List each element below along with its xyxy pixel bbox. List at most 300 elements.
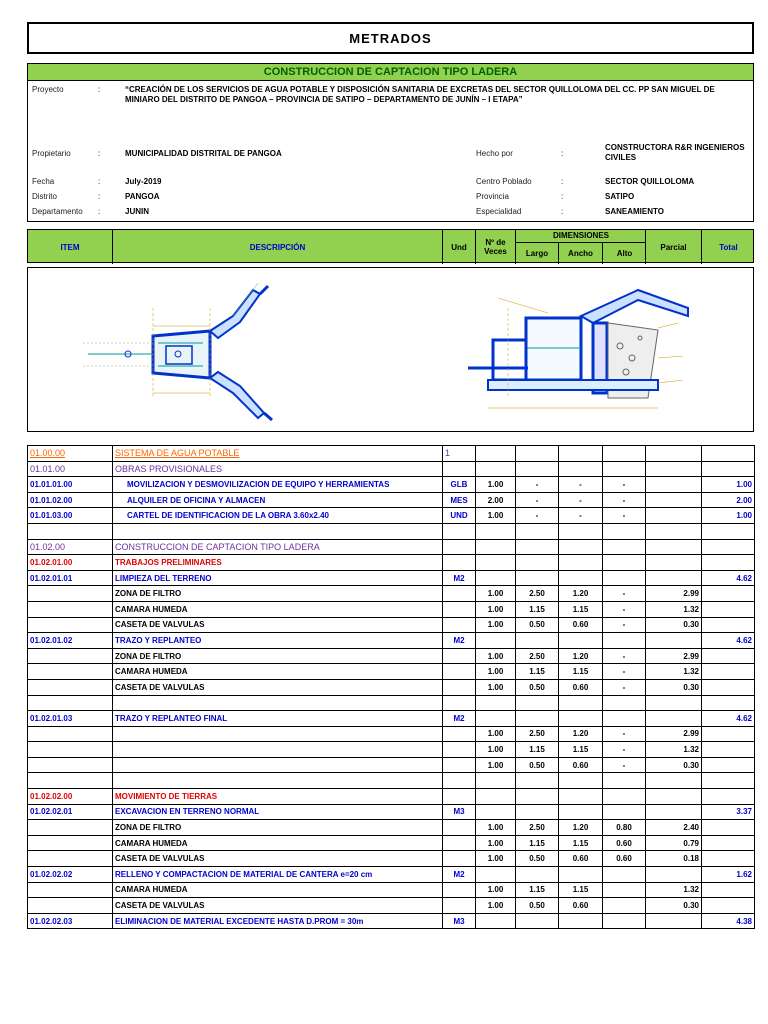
table-row	[28, 757, 755, 773]
total-cell: 4.62	[702, 570, 755, 586]
description-cell: ZONA DE FILTRO	[113, 820, 443, 836]
colon: :	[561, 177, 564, 186]
veces-cell	[476, 570, 516, 586]
und-cell	[443, 820, 476, 836]
header-descripcion: DESCRIPCIÓN	[113, 230, 443, 264]
total-cell: 4.62	[702, 711, 755, 727]
colon: :	[98, 177, 101, 186]
parcial-cell	[646, 523, 702, 539]
item-cell	[28, 695, 113, 711]
veces-cell: 1.00	[476, 757, 516, 773]
alto-cell: -	[603, 726, 646, 742]
veces-cell	[476, 446, 516, 462]
parcial-cell	[646, 804, 702, 820]
largo-cell: 2.50	[516, 820, 559, 836]
table-row	[28, 882, 755, 898]
und-cell	[443, 851, 476, 867]
description-cell: ALQUILER DE OFICINA Y ALMACEN	[113, 492, 443, 508]
parcial-cell: 2.40	[646, 820, 702, 836]
veces-cell: 1.00	[476, 742, 516, 758]
parcial-cell	[646, 570, 702, 586]
table-row	[28, 789, 755, 805]
parcial-cell	[646, 633, 702, 649]
description-cell: ZONA DE FILTRO	[113, 586, 443, 602]
veces-cell: 1.00	[476, 586, 516, 602]
item-cell	[28, 851, 113, 867]
provincia-value: SATIPO	[605, 192, 635, 201]
und-cell: M3	[443, 913, 476, 929]
parcial-cell: 2.99	[646, 648, 702, 664]
hecho-label: Hecho por	[476, 149, 513, 158]
project-info-panel	[27, 63, 754, 222]
largo-cell: 0.50	[516, 898, 559, 914]
total-cell	[702, 695, 755, 711]
item-cell: 01.02.02.02	[28, 867, 113, 883]
und-cell: M2	[443, 867, 476, 883]
fecha-value: July-2019	[125, 177, 162, 186]
total-cell: 4.38	[702, 913, 755, 929]
table-row	[28, 508, 755, 524]
total-cell	[702, 664, 755, 680]
veces-cell	[476, 913, 516, 929]
und-cell	[443, 586, 476, 602]
alto-cell	[603, 804, 646, 820]
description-cell: ZONA DE FILTRO	[113, 648, 443, 664]
parcial-cell: 1.32	[646, 601, 702, 617]
alto-cell: -	[603, 664, 646, 680]
total-cell	[702, 446, 755, 462]
parcial-cell: 0.79	[646, 835, 702, 851]
parcial-cell	[646, 555, 702, 571]
alto-cell: 0.60	[603, 851, 646, 867]
hecho-value: CONSTRUCTORA R&R INGENIEROS CIVILES	[605, 143, 745, 162]
colon: :	[561, 207, 564, 216]
alto-cell: -	[603, 508, 646, 524]
und-cell	[443, 882, 476, 898]
table-row	[28, 633, 755, 649]
parcial-cell	[646, 461, 702, 477]
centro-value: SECTOR QUILLOLOMA	[605, 177, 695, 186]
table-row	[28, 555, 755, 571]
table-row	[28, 461, 755, 477]
table-row	[28, 570, 755, 586]
table-row	[28, 446, 755, 462]
und-cell: M2	[443, 570, 476, 586]
colon: :	[98, 85, 101, 94]
item-cell	[28, 523, 113, 539]
ancho-cell	[559, 523, 603, 539]
ancho-cell	[559, 789, 603, 805]
und-cell	[443, 898, 476, 914]
ancho-cell: -	[559, 477, 603, 493]
veces-cell	[476, 711, 516, 727]
largo-cell	[516, 913, 559, 929]
largo-cell: 1.15	[516, 742, 559, 758]
table-row	[28, 648, 755, 664]
veces-cell: 1.00	[476, 664, 516, 680]
veces-cell: 1.00	[476, 835, 516, 851]
total-cell	[702, 539, 755, 555]
colon: :	[561, 149, 564, 158]
alto-cell: -	[603, 757, 646, 773]
total-cell	[702, 882, 755, 898]
parcial-cell	[646, 773, 702, 789]
veces-cell	[476, 523, 516, 539]
description-cell: MOVIMIENTO DE TIERRAS	[113, 789, 443, 805]
item-cell	[28, 757, 113, 773]
description-cell: CAMARA HUMEDA	[113, 664, 443, 680]
total-cell	[702, 461, 755, 477]
largo-cell: 2.50	[516, 726, 559, 742]
header-dimensiones-group	[516, 230, 646, 264]
proyecto-label: Proyecto	[32, 85, 64, 94]
item-cell: 01.02.01.01	[28, 570, 113, 586]
ancho-cell: 1.20	[559, 820, 603, 836]
und-cell: UND	[443, 508, 476, 524]
und-cell: 1	[443, 446, 476, 462]
page-title: METRADOS	[27, 22, 754, 54]
item-cell: 01.01.03.00	[28, 508, 113, 524]
table-row	[28, 539, 755, 555]
item-cell	[28, 726, 113, 742]
und-cell: M2	[443, 633, 476, 649]
und-cell	[443, 539, 476, 555]
description-cell: CAMARA HUMEDA	[113, 601, 443, 617]
ancho-cell	[559, 867, 603, 883]
header-veces: Nº de Veces	[476, 230, 516, 264]
colon: :	[98, 207, 101, 216]
veces-cell: 1.00	[476, 477, 516, 493]
description-cell	[113, 742, 443, 758]
ancho-cell: 0.60	[559, 679, 603, 695]
alto-cell	[603, 523, 646, 539]
alto-cell: -	[603, 477, 646, 493]
parcial-cell	[646, 695, 702, 711]
table-row	[28, 851, 755, 867]
parcial-cell	[646, 492, 702, 508]
alto-cell	[603, 555, 646, 571]
description-cell: MOVILIZACION Y DESMOVILIZACION DE EQUIPO Y HERRAMIENTAS	[113, 477, 443, 493]
ancho-cell: 0.60	[559, 757, 603, 773]
table-row	[28, 711, 755, 727]
section-view	[468, 290, 688, 408]
item-cell: 01.02.01.00	[28, 555, 113, 571]
alto-cell: -	[603, 586, 646, 602]
ancho-cell	[559, 913, 603, 929]
item-cell: 01.01.01.00	[28, 477, 113, 493]
drawing-panel	[27, 267, 754, 432]
alto-cell	[603, 461, 646, 477]
item-cell	[28, 601, 113, 617]
parcial-cell: 0.18	[646, 851, 702, 867]
ancho-cell: 1.15	[559, 835, 603, 851]
metrados-table	[27, 445, 754, 929]
largo-cell	[516, 789, 559, 805]
description-cell: CARTEL DE IDENTIFICACION DE LA OBRA 3.60x2.40	[113, 508, 443, 524]
captacion-plan-drawing	[28, 268, 753, 431]
parcial-cell: 2.99	[646, 586, 702, 602]
description-cell	[113, 726, 443, 742]
parcial-cell: 0.30	[646, 757, 702, 773]
description-cell	[113, 757, 443, 773]
table-row	[28, 835, 755, 851]
header-ancho: Ancho	[559, 243, 603, 264]
centro-label: Centro Poblado	[476, 177, 532, 186]
departamento-label: Departamento	[32, 207, 83, 216]
alto-cell	[603, 570, 646, 586]
ancho-cell: 1.15	[559, 742, 603, 758]
und-cell	[443, 664, 476, 680]
alto-cell: -	[603, 617, 646, 633]
item-cell: 01.01.02.00	[28, 492, 113, 508]
und-cell	[443, 648, 476, 664]
largo-cell: 2.50	[516, 586, 559, 602]
total-cell	[702, 835, 755, 851]
table-row	[28, 477, 755, 493]
total-cell	[702, 726, 755, 742]
description-cell: CASETA DE VALVULAS	[113, 679, 443, 695]
largo-cell	[516, 555, 559, 571]
ancho-cell	[559, 711, 603, 727]
ancho-cell	[559, 461, 603, 477]
provincia-label: Provincia	[476, 192, 509, 201]
alto-cell	[603, 711, 646, 727]
ancho-cell: 0.60	[559, 898, 603, 914]
ancho-cell	[559, 555, 603, 571]
table-row	[28, 601, 755, 617]
table-row	[28, 773, 755, 789]
ancho-cell: 1.20	[559, 648, 603, 664]
ancho-cell	[559, 695, 603, 711]
item-cell	[28, 882, 113, 898]
largo-cell: -	[516, 477, 559, 493]
alto-cell: -	[603, 679, 646, 695]
largo-cell: -	[516, 492, 559, 508]
und-cell	[443, 601, 476, 617]
ancho-cell: -	[559, 492, 603, 508]
header-und: Und	[443, 230, 476, 264]
veces-cell	[476, 461, 516, 477]
total-cell: 3.37	[702, 804, 755, 820]
description-cell: ELIMINACION DE MATERIAL EXCEDENTE HASTA D.PROM = 30m	[113, 913, 443, 929]
item-cell: 01.02.02.01	[28, 804, 113, 820]
project-header: CONSTRUCCION DE CAPTACION TIPO LADERA	[28, 64, 753, 81]
especialidad-label: Especialidad	[476, 207, 522, 216]
table-header	[27, 229, 754, 263]
parcial-cell	[646, 508, 702, 524]
description-cell: CONSTRUCCION DE CAPTACION TIPO LADERA	[113, 539, 443, 555]
header-largo: Largo	[516, 243, 559, 264]
colon: :	[98, 192, 101, 201]
total-cell: 1.00	[702, 508, 755, 524]
table-row	[28, 726, 755, 742]
item-cell: 01.00.00	[28, 446, 113, 462]
largo-cell: 1.15	[516, 664, 559, 680]
ancho-cell	[559, 773, 603, 789]
total-cell	[702, 898, 755, 914]
veces-cell	[476, 633, 516, 649]
veces-cell	[476, 804, 516, 820]
header-dimensiones: DIMENSIONES	[516, 230, 646, 243]
alto-cell	[603, 695, 646, 711]
parcial-cell	[646, 867, 702, 883]
header-alto: Alto	[616, 249, 633, 258]
departamento-value: JUNIN	[125, 207, 150, 216]
veces-cell: 1.00	[476, 898, 516, 914]
und-cell: M2	[443, 711, 476, 727]
item-cell	[28, 664, 113, 680]
und-cell	[443, 617, 476, 633]
header-item: ITEM	[28, 230, 113, 264]
ancho-cell: 1.15	[559, 882, 603, 898]
colon: :	[561, 192, 564, 201]
veces-cell: 1.00	[476, 820, 516, 836]
veces-cell: 2.00	[476, 492, 516, 508]
und-cell	[443, 835, 476, 851]
total-cell	[702, 617, 755, 633]
parcial-cell: 1.32	[646, 742, 702, 758]
total-cell	[702, 601, 755, 617]
item-cell	[28, 773, 113, 789]
veces-cell	[476, 789, 516, 805]
ancho-cell: 1.15	[559, 601, 603, 617]
ancho-cell	[559, 539, 603, 555]
description-cell: CASETA DE VALVULAS	[113, 898, 443, 914]
description-cell: TRABAJOS PRELIMINARES	[113, 555, 443, 571]
parcial-cell	[646, 913, 702, 929]
veces-cell	[476, 539, 516, 555]
total-cell	[702, 523, 755, 539]
item-cell: 01.02.02.00	[28, 789, 113, 805]
item-cell	[28, 679, 113, 695]
und-cell	[443, 555, 476, 571]
veces-cell: 1.00	[476, 508, 516, 524]
veces-cell	[476, 867, 516, 883]
und-cell	[443, 726, 476, 742]
alto-cell: -	[603, 601, 646, 617]
parcial-cell: 0.30	[646, 617, 702, 633]
und-cell: M3	[443, 804, 476, 820]
ancho-cell	[559, 446, 603, 462]
largo-cell: 0.50	[516, 757, 559, 773]
veces-cell: 1.00	[476, 882, 516, 898]
und-cell	[443, 523, 476, 539]
item-cell	[28, 898, 113, 914]
parcial-cell: 2.99	[646, 726, 702, 742]
item-cell	[28, 586, 113, 602]
largo-cell: 1.15	[516, 882, 559, 898]
description-cell: EXCAVACION EN TERRENO NORMAL	[113, 804, 443, 820]
item-cell	[28, 835, 113, 851]
table-row	[28, 492, 755, 508]
ancho-cell: 1.20	[559, 586, 603, 602]
largo-cell	[516, 461, 559, 477]
propietario-value: MUNICIPALIDAD DISTRITAL DE PANGOA	[125, 149, 282, 158]
parcial-cell: 0.30	[646, 679, 702, 695]
total-cell	[702, 586, 755, 602]
description-cell: CAMARA HUMEDA	[113, 882, 443, 898]
table-row	[28, 523, 755, 539]
total-cell	[702, 773, 755, 789]
und-cell	[443, 679, 476, 695]
alto-cell	[603, 913, 646, 929]
alto-cell	[603, 633, 646, 649]
table-row	[28, 867, 755, 883]
ancho-cell: 1.20	[559, 726, 603, 742]
total-cell	[702, 820, 755, 836]
alto-cell	[603, 882, 646, 898]
veces-cell	[476, 555, 516, 571]
largo-cell	[516, 523, 559, 539]
description-cell: CASETA DE VALVULAS	[113, 851, 443, 867]
largo-cell	[516, 446, 559, 462]
total-cell	[702, 757, 755, 773]
ancho-cell	[559, 633, 603, 649]
table-row	[28, 586, 755, 602]
total-cell	[702, 742, 755, 758]
fecha-label: Fecha	[32, 177, 55, 186]
item-cell: 01.01.00	[28, 461, 113, 477]
alto-cell	[603, 789, 646, 805]
table-row	[28, 679, 755, 695]
total-cell	[702, 789, 755, 805]
description-cell: TRAZO Y REPLANTEO	[113, 633, 443, 649]
total-cell: 2.00	[702, 492, 755, 508]
total-cell	[702, 851, 755, 867]
header-parcial: Parcial	[646, 230, 702, 264]
item-cell	[28, 617, 113, 633]
largo-cell	[516, 539, 559, 555]
ancho-cell	[559, 804, 603, 820]
ancho-cell: -	[559, 508, 603, 524]
alto-cell: 0.80	[603, 820, 646, 836]
und-cell	[443, 461, 476, 477]
total-cell: 1.00	[702, 477, 755, 493]
und-cell: GLB	[443, 477, 476, 493]
parcial-cell	[646, 477, 702, 493]
total-cell: 4.62	[702, 633, 755, 649]
item-cell: 01.02.01.02	[28, 633, 113, 649]
colon: :	[98, 149, 101, 158]
total-cell: 1.62	[702, 867, 755, 883]
ancho-cell: 0.60	[559, 851, 603, 867]
largo-cell	[516, 773, 559, 789]
veces-cell: 1.00	[476, 726, 516, 742]
total-cell	[702, 679, 755, 695]
description-cell: LIMPIEZA DEL TERRENO	[113, 570, 443, 586]
header-total: Total	[719, 242, 738, 252]
alto-cell	[603, 898, 646, 914]
description-cell: RELLENO Y COMPACTACION DE MATERIAL DE CANTERA e=20 cm	[113, 867, 443, 883]
alto-cell: 0.60	[603, 835, 646, 851]
table-row	[28, 742, 755, 758]
largo-cell	[516, 711, 559, 727]
parcial-cell	[646, 711, 702, 727]
description-cell: OBRAS PROVISIONALES	[113, 461, 443, 477]
largo-cell: 0.50	[516, 679, 559, 695]
total-cell	[702, 648, 755, 664]
largo-cell	[516, 867, 559, 883]
especialidad-value: SANEAMIENTO	[605, 207, 664, 216]
veces-cell: 1.00	[476, 648, 516, 664]
alto-cell	[603, 446, 646, 462]
largo-cell	[516, 804, 559, 820]
und-cell: MES	[443, 492, 476, 508]
ancho-cell: 1.15	[559, 664, 603, 680]
alto-cell	[603, 539, 646, 555]
und-cell	[443, 757, 476, 773]
veces-cell	[476, 773, 516, 789]
